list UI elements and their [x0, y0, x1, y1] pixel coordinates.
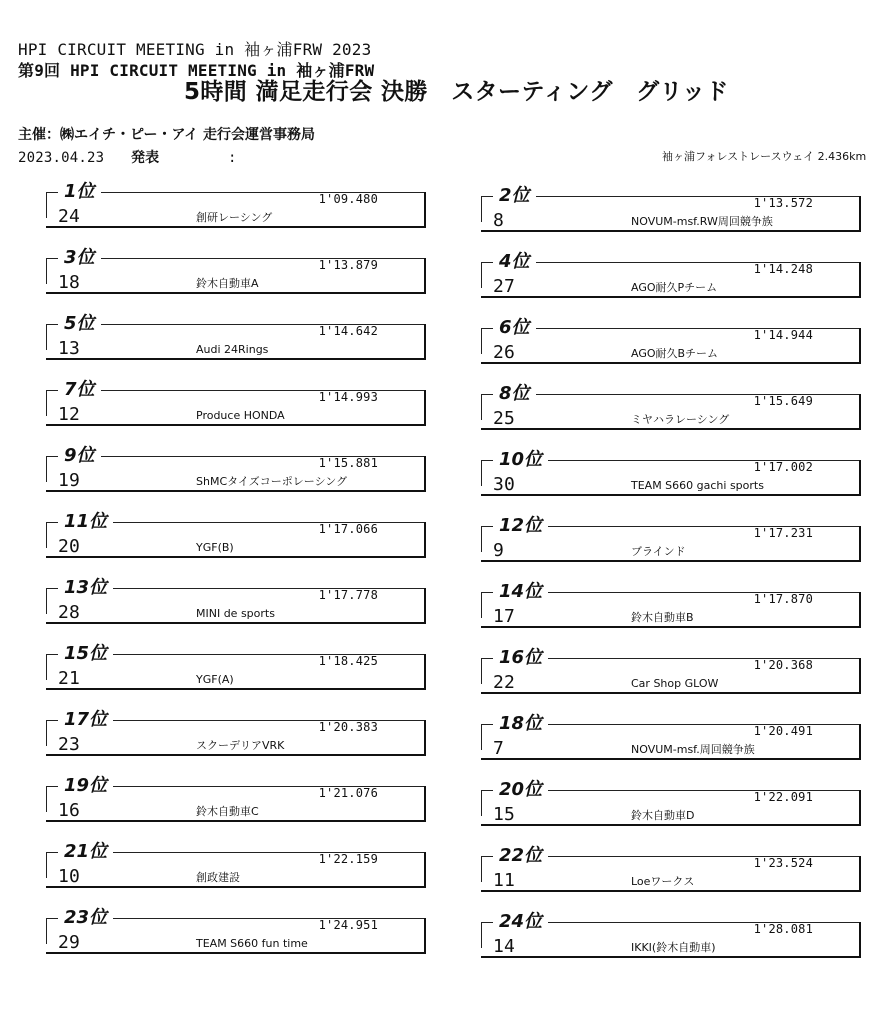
- entry-left-rule: [46, 522, 47, 548]
- team-name: 鈴木自動車C: [196, 805, 259, 818]
- car-number: 14: [493, 936, 516, 957]
- grid-position: 17位: [58, 710, 113, 730]
- entry-left-rule: [481, 724, 482, 750]
- car-number: 30: [493, 474, 516, 495]
- qualifying-time: 1'21.076: [318, 786, 378, 800]
- qualifying-time: 1'22.091: [753, 790, 813, 804]
- entry-bottom-rule: [481, 230, 861, 232]
- grid-position: 8位: [493, 384, 536, 404]
- team-name: AGO耐久Pチーム: [631, 281, 718, 294]
- car-number: 21: [58, 668, 81, 689]
- grid-entry: [481, 845, 861, 898]
- car-number: 22: [493, 672, 516, 693]
- entry-left-rule: [481, 460, 482, 486]
- entry-bottom-rule: [46, 556, 426, 558]
- grid-entry: [481, 779, 861, 832]
- entry-bottom-rule: [481, 560, 861, 562]
- entry-bottom-rule: [46, 820, 426, 822]
- entry-left-rule: [46, 588, 47, 614]
- entry-right-rule: [424, 852, 426, 887]
- team-name: NOVUM-msf.RW周回競争族: [631, 215, 773, 228]
- entry-right-rule: [859, 724, 861, 759]
- grid-position: 7位: [58, 380, 101, 400]
- entry-left-rule: [46, 918, 47, 944]
- entry-right-rule: [424, 456, 426, 491]
- car-number: 12: [58, 404, 81, 425]
- entry-bottom-rule: [481, 428, 861, 430]
- grid-position: 22位: [493, 846, 548, 866]
- qualifying-time: 1'14.944: [753, 328, 813, 342]
- entry-right-rule: [859, 526, 861, 561]
- entry-right-rule: [859, 460, 861, 495]
- team-name: ShMCタイズコーポレーシング: [196, 475, 348, 488]
- grid-entry: [46, 577, 426, 630]
- qualifying-time: 1'24.951: [318, 918, 378, 932]
- grid-position: 3位: [58, 248, 101, 268]
- entry-right-rule: [424, 522, 426, 557]
- car-number: 7: [493, 738, 505, 759]
- grid-position: 10位: [493, 450, 548, 470]
- grid-position: 13位: [58, 578, 113, 598]
- grid-entry: [481, 515, 861, 568]
- entry-left-rule: [481, 328, 482, 354]
- team-name: Loeワークス: [631, 875, 695, 888]
- entry-right-rule: [859, 196, 861, 231]
- grid-entry: [481, 581, 861, 634]
- entry-left-rule: [46, 456, 47, 482]
- entry-left-rule: [481, 658, 482, 684]
- car-number: 8: [493, 210, 505, 231]
- qualifying-time: 1'17.778: [318, 588, 378, 602]
- entry-left-rule: [481, 196, 482, 222]
- team-name: 創政建設: [196, 871, 240, 884]
- car-number: 17: [493, 606, 516, 627]
- car-number: 24: [58, 206, 81, 227]
- entry-left-rule: [46, 852, 47, 878]
- grid-entry: [46, 841, 426, 894]
- grid-entry: [46, 313, 426, 366]
- qualifying-time: 1'17.870: [753, 592, 813, 606]
- team-name: ブラインド: [631, 545, 686, 558]
- qualifying-time: 1'23.524: [753, 856, 813, 870]
- entry-bottom-rule: [46, 490, 426, 492]
- qualifying-time: 1'14.248: [753, 262, 813, 276]
- team-name: TEAM S660 gachi sports: [631, 479, 764, 492]
- entry-bottom-rule: [481, 890, 861, 892]
- entry-left-rule: [46, 192, 47, 218]
- grid-entry: [481, 251, 861, 304]
- team-name: Audi 24Rings: [196, 343, 269, 356]
- team-name: 創研レーシング: [196, 211, 273, 224]
- grid-position: 11位: [58, 512, 113, 532]
- entry-left-rule: [481, 592, 482, 618]
- entry-bottom-rule: [481, 824, 861, 826]
- entry-bottom-rule: [481, 362, 861, 364]
- grid-position: 20位: [493, 780, 548, 800]
- entry-bottom-rule: [46, 424, 426, 426]
- entry-bottom-rule: [481, 692, 861, 694]
- entry-left-rule: [481, 262, 482, 288]
- entry-right-rule: [859, 394, 861, 429]
- team-name: Car Shop GLOW: [631, 677, 719, 690]
- entry-bottom-rule: [46, 358, 426, 360]
- car-number: 29: [58, 932, 81, 953]
- team-name: 鈴木自動車D: [631, 809, 695, 822]
- car-number: 16: [58, 800, 81, 821]
- team-name: MINI de sports: [196, 607, 275, 620]
- qualifying-time: 1'15.881: [318, 456, 378, 470]
- grid-position: 2位: [493, 186, 536, 206]
- organizer-line: 主催：㈱エイチ・ピー・アイ 走行会運営事務局: [18, 127, 316, 143]
- car-number: 25: [493, 408, 516, 429]
- car-number: 28: [58, 602, 81, 623]
- team-name: 鈴木自動車B: [631, 611, 694, 624]
- event-title-line-1: HPI CIRCUIT MEETING in 袖ヶ浦FRW 2023: [18, 40, 372, 59]
- entry-right-rule: [859, 658, 861, 693]
- grid-position: 5位: [58, 314, 101, 334]
- entry-left-rule: [481, 394, 482, 420]
- grid-entry: [46, 709, 426, 762]
- qualifying-time: 1'14.642: [318, 324, 378, 338]
- grid-entry: [481, 911, 861, 964]
- grid-entry: [46, 379, 426, 432]
- car-number: 23: [58, 734, 81, 755]
- grid-position: 21位: [58, 842, 113, 862]
- team-name: IKKI(鈴木自動車): [631, 941, 716, 954]
- grid-entry: [481, 185, 861, 238]
- entry-bottom-rule: [481, 296, 861, 298]
- team-name: AGO耐久Bチーム: [631, 347, 719, 360]
- grid-position: 4位: [493, 252, 536, 272]
- entry-right-rule: [424, 192, 426, 227]
- qualifying-time: 1'28.081: [753, 922, 813, 936]
- entry-left-rule: [481, 790, 482, 816]
- grid-entry: [46, 643, 426, 696]
- car-number: 11: [493, 870, 516, 891]
- entry-left-rule: [481, 526, 482, 552]
- entry-bottom-rule: [46, 226, 426, 228]
- grid-position: 19位: [58, 776, 113, 796]
- entry-bottom-rule: [46, 688, 426, 690]
- car-number: 27: [493, 276, 516, 297]
- announcement-label: 発表: [130, 150, 160, 166]
- grid-entry: [46, 511, 426, 564]
- grid-entry: [46, 247, 426, 300]
- entry-right-rule: [424, 918, 426, 953]
- car-number: 13: [58, 338, 81, 359]
- grid-entry: [481, 647, 861, 700]
- entry-left-rule: [46, 324, 47, 350]
- car-number: 19: [58, 470, 81, 491]
- qualifying-time: 1'20.383: [318, 720, 378, 734]
- car-number: 9: [493, 540, 505, 561]
- qualifying-time: 1'15.649: [753, 394, 813, 408]
- entry-bottom-rule: [481, 494, 861, 496]
- team-name: YGF(B): [196, 541, 234, 554]
- grid-position: 18位: [493, 714, 548, 734]
- grid-entry: [46, 907, 426, 960]
- entry-right-rule: [424, 786, 426, 821]
- venue-label: 袖ヶ浦フォレストレースウェイ 2.436km: [662, 150, 867, 163]
- team-name: 鈴木自動車A: [196, 277, 259, 290]
- grid-position: 16位: [493, 648, 548, 668]
- grid-entry: [481, 317, 861, 370]
- qualifying-time: 1'20.491: [753, 724, 813, 738]
- entry-right-rule: [859, 328, 861, 363]
- qualifying-time: 1'14.993: [318, 390, 378, 404]
- team-name: TEAM S660 fun time: [196, 937, 308, 950]
- entry-bottom-rule: [46, 754, 426, 756]
- team-name: YGF(A): [196, 673, 234, 686]
- grid-position: 12位: [493, 516, 548, 536]
- entry-right-rule: [424, 324, 426, 359]
- entry-left-rule: [46, 720, 47, 746]
- grid-entry: [481, 449, 861, 502]
- entry-left-rule: [481, 856, 482, 882]
- entry-bottom-rule: [481, 956, 861, 958]
- team-name: NOVUM-msf.周回競争族: [631, 743, 755, 756]
- entry-right-rule: [424, 720, 426, 755]
- grid-position: 6位: [493, 318, 536, 338]
- entry-right-rule: [859, 856, 861, 891]
- announcement-separator: :: [227, 150, 237, 166]
- team-name: スクーデリアVRK: [196, 739, 285, 752]
- entry-bottom-rule: [46, 886, 426, 888]
- starting-grid: [46, 181, 888, 1004]
- entry-right-rule: [424, 654, 426, 689]
- grid-position: 9位: [58, 446, 101, 466]
- grid-position: 14位: [493, 582, 548, 602]
- entry-left-rule: [46, 390, 47, 416]
- qualifying-time: 1'13.879: [318, 258, 378, 272]
- entry-left-rule: [481, 922, 482, 948]
- grid-entry: [46, 445, 426, 498]
- entry-right-rule: [859, 790, 861, 825]
- announcement-line: [18, 147, 237, 167]
- qualifying-time: 1'17.231: [753, 526, 813, 540]
- qualifying-time: 1'18.425: [318, 654, 378, 668]
- announcement-date: 2023.04.23: [18, 150, 105, 166]
- entry-right-rule: [424, 258, 426, 293]
- entry-bottom-rule: [46, 952, 426, 954]
- grid-entry: [46, 181, 426, 234]
- entry-bottom-rule: [481, 758, 861, 760]
- entry-bottom-rule: [481, 626, 861, 628]
- entry-right-rule: [859, 262, 861, 297]
- car-number: 18: [58, 272, 81, 293]
- grid-entry: [46, 775, 426, 828]
- car-number: 10: [58, 866, 81, 887]
- grid-position: 15位: [58, 644, 113, 664]
- grid-position: 1位: [58, 182, 101, 202]
- qualifying-time: 1'22.159: [318, 852, 378, 866]
- qualifying-time: 1'17.066: [318, 522, 378, 536]
- car-number: 15: [493, 804, 516, 825]
- team-name: Produce HONDA: [196, 409, 285, 422]
- grid-position: 24位: [493, 912, 548, 932]
- grid-position: 23位: [58, 908, 113, 928]
- team-name: ミヤハラレーシング: [631, 413, 730, 426]
- entry-right-rule: [859, 592, 861, 627]
- entry-bottom-rule: [46, 622, 426, 624]
- qualifying-time: 1'13.572: [753, 196, 813, 210]
- entry-left-rule: [46, 654, 47, 680]
- entry-left-rule: [46, 786, 47, 812]
- car-number: 26: [493, 342, 516, 363]
- grid-entry: [481, 713, 861, 766]
- entry-left-rule: [46, 258, 47, 284]
- grid-title: 5時間 満足走行会 決勝 スターティング グリッド: [184, 79, 729, 105]
- qualifying-time: 1'09.480: [318, 192, 378, 206]
- entry-right-rule: [859, 922, 861, 957]
- car-number: 20: [58, 536, 81, 557]
- qualifying-time: 1'17.002: [753, 460, 813, 474]
- grid-entry: [481, 383, 861, 436]
- event-title-line-2: 第9回 HPI CIRCUIT MEETING in 袖ヶ浦FRW: [18, 61, 375, 80]
- entry-bottom-rule: [46, 292, 426, 294]
- entry-right-rule: [424, 390, 426, 425]
- qualifying-time: 1'20.368: [753, 658, 813, 672]
- entry-right-rule: [424, 588, 426, 623]
